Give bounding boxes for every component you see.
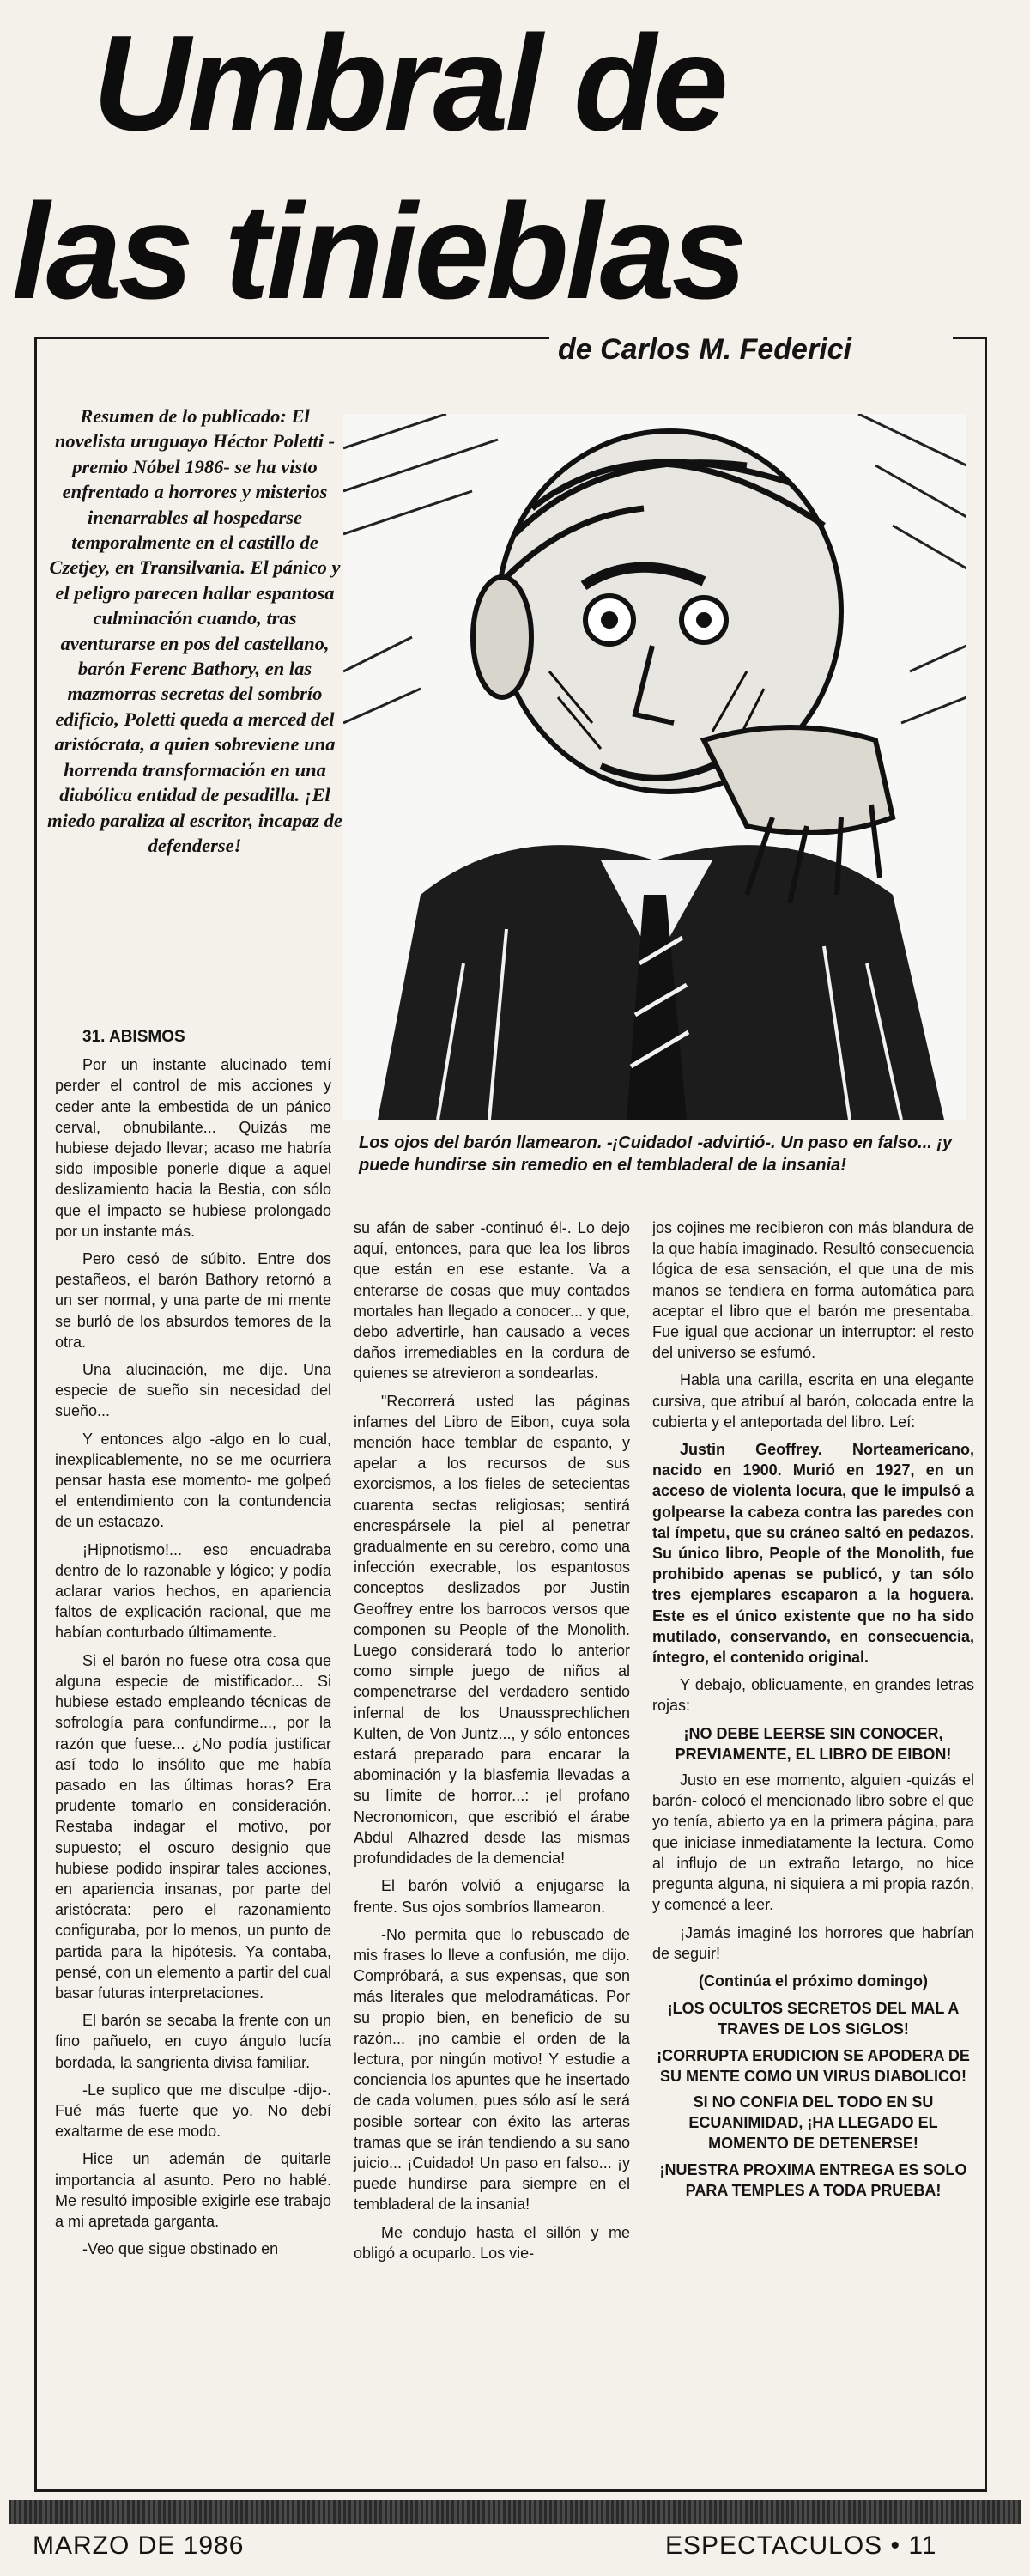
- illustration: [343, 414, 966, 1120]
- paragraph: ¡Hipnotismo!... eso encuadraba dentro de lo razonable y lógico; y podía aclarar varios hechos, en apariencia faltos de explicación racional, que me habían conturbado últimamente.: [55, 1540, 331, 1642]
- warning-text: ¡NO DEBE LEERSE SIN CONOCER, PREVIAMENTE, EL LIBRO DE EIBON!: [675, 1724, 952, 1763]
- column-3: [652, 1218, 974, 2206]
- paragraph: Me condujo hasta el sillón y me obligó a ocuparlo. Los vie-: [354, 2223, 630, 2262]
- paragraph: Por un instante alucinado temí perder el control de mis acciones y ceder ante la embestida de un pánico cerval, obnubilante... Quizás me hubiese dejado llevar; acaso me habría sido imposible ponerle dique a aquel deslizamiento hacia la Bestia, con sólo que el impacto se hubiese prolongado por un instante más.: [55, 1056, 331, 1240]
- column-1: [55, 1027, 331, 2266]
- teaser-2: ¡CORRUPTA ERUDICION SE APODERA DE SU MENTE COMO UN VIRUS DIABOLICO!: [657, 2046, 970, 2085]
- baron-illustration-icon: [343, 414, 966, 1120]
- book-note: Justin Geoffrey. Norteamericano, nacido en 1900. Murió en 1927, en un acceso de violenta locura, que le impulsó a golpearse la cabeza contra las paredes con tal ímpetu, que su cráneo saltó en pedazos. Su único libro, People of the Monolith, fue prohibido apenas se publicó, y tan sólo tres ejemplares escaparon a la hoguera. Este es el único existente que no ha sido mutilado, conservando, en consecuencia, íntegro, el contenido original.: [652, 1441, 974, 1667]
- paragraph: Una alucinación, me dije. Una especie de sueño sin necesidad del sueño...: [55, 1361, 331, 1420]
- paragraph: Y entonces algo -algo en lo cual, inexplicablemente, no se me ocurriera pensar hasta ese momento- me golpeó el entendimiento con la contundencia de un estacazo.: [55, 1430, 331, 1531]
- paragraph: -Veo que sigue obstinado en: [82, 2240, 279, 2258]
- summary-text: Resumen de lo publicado: El novelista uruguayo Héctor Poletti -premio Nóbel 1986- se ha visto enfrentado a horrores y misterios inenarrables al hospedarse temporalmente en el castillo de Czetjey, en Transilvania. El pánico y el peligro parecen hallar espantosa culminación cuando, tras aventurarse en pos del castellano, barón Ferenc Bathory, en las mazmorras secretas del sombrío edificio, Poletti queda a merced del aristócrata, a quien sobreviene una horrenda transformación en una diabólica entidad de pesadilla. ¡El miedo paraliza al escritor, incapaz de defenderse!: [47, 405, 342, 856]
- paragraph: su afán de saber -continuó él-. Lo dejo aquí, entonces, para que lea los libros que están en ese estante. Va a enterarse de cosas que muy contados mortales han llegado a conocer... y que, debo advertirle, han causado a veces daños irremediables en la cordura de quienes se atrevieron a sondearlas.: [354, 1219, 630, 1382]
- paragraph: El barón se secaba la frente con un fino pañuelo, en cuyo ángulo lucía bordada, la sangrienta divisa familiar.: [55, 2012, 331, 2071]
- teaser-3: SI NO CONFIA DEL TODO EN SU ECUANIMIDAD, ¡HA LLEGADO EL MOMENTO DE DETENERSE!: [688, 2093, 938, 2153]
- paragraph: Hice un ademán de quitarle importancia al asunto. Pero no hablé. Me resultó imposible exigirle ese trabajo a mi apretada garganta.: [55, 2150, 331, 2230]
- paragraph: -No permita que lo rebuscado de mis frases lo lleve a confusión, me dijo. Compróbará, a sus expensas, que son más literales que melodramáticas. Por su propio bien, en beneficio de su razón... ¡no cambie el orden de la lectura, por ningún motivo! Y estudie a conciencia los apuntes que he insertado de cada volumen, pues sólo así le será posible sortear con éxito las arteras tramas que se irán tendiendo a su sano juicio... ¡Cuidado! Un paso en falso... ¡y puede hundirse para siempre en el tembladeral de la insania!: [354, 1925, 630, 2214]
- paragraph: jos cojines me recibieron con más blandura de la que había imaginado. Resultó consecuencia lógica de esa sensación, el que una de mis manos se tendiera en forma automática para aceptar el libro que el barón me presentaba. Fue igual que accionar un interruptor: el resto del universo se esfumó.: [652, 1219, 974, 1362]
- summary-box: [45, 404, 345, 858]
- paragraph: ¡Jamás imaginé los horrores que habrían de seguir!: [652, 1923, 974, 1962]
- teaser-4: ¡NUESTRA PROXIMA ENTREGA ES SOLO PARA TEMPLES A TODA PRUEBA!: [659, 2160, 967, 2199]
- paragraph: Pero cesó de súbito. Entre dos pestañeos, el barón Bathory retornó a un ser normal, y una parte de mi mente se burló de los absurdos temores de la otra.: [55, 1250, 331, 1351]
- paragraph: -Le suplico que me disculpe -dijo-. Fué más fuerte que yo. No debí exaltarme de ese modo.: [55, 2081, 331, 2141]
- paragraph: Habla una carilla, escrita en una elegante cursiva, que atribuí al barón, colocada entre la cubierta y el anteportada del libro. Leí:: [652, 1371, 974, 1431]
- headline-line-1: Umbral de: [93, 8, 725, 159]
- illustration-caption: Los ojos del barón llamearon. -¡Cuidado! -advirtió-. Un paso en falso... ¡y puede hundirse sin remedio en el tembladeral de la insania!: [359, 1133, 953, 1175]
- byline: de Carlos M. Federici: [558, 333, 851, 366]
- teaser-1: ¡LOS OCULTOS SECRETOS DEL MAL A TRAVES DE LOS SIGLOS!: [667, 2000, 960, 2038]
- paragraph: Y debajo, oblicuamente, en grandes letras rojas:: [652, 1676, 974, 1715]
- paragraph: El barón volvió a enjugarse la frente. Sus ojos sombríos llamearon.: [354, 1877, 630, 1916]
- footer-date: MARZO DE 1986: [33, 2531, 245, 2560]
- bottom-rule: [9, 2500, 1021, 2524]
- paragraph: "Recorrerá usted las páginas infames del Libro de Eibon, cuya sola mención hace temblar de espanto, y apelar a los recursos de sus exorcismos, a los fieles de setecientas cuarenta sectas religiosas; sentirá encrespársele la piel al penetrar gradualmente en su cerebro, como una infección execrable, los espantosos conceptos deslizados por Justin Geoffrey entre los barrocos versos que componen su People of the Monolith. Luego considerará todo lo anterior como simple juego de niños al compenetrarse del verdadero sentido infernal de los Unaussprechlichen Kulten, de Von Juntz..., y sólo entonces estará preparado para encarar la abominación y la blasfemia llevadas a su límite de horror...: ¡el profano Necronomicon, que escribió el árabe Abdul Alhazred desde las mismas profundidades de la demencia!: [354, 1392, 630, 1868]
- paragraph: Si el barón no fuese otra cosa que alguna especie de mistificador... Si hubiese estado empleando técnicas de sofrología para confundirme..., por la razón que fuese... ¿No podía justificar así todo lo insólito que me había pasado en las últimas horas? Era prudente tomarlo en consideración. Restaba indagar el motivo, por supuesto; el oscuro designio que hubiese podido inspirar tales acciones, en apariencia insanas, por parte del aristócrata: pero el razonamiento configuraba, por lo menos, un punto de partida para la hipótesis. Ya contaba, pensé, con un elemento a partir del cual basar futuras interpretaciones.: [55, 1651, 331, 2002]
- headline-line-2: las tinieblas: [12, 176, 744, 327]
- footer-section: ESPECTACULOS • 11: [665, 2531, 937, 2560]
- continued-note: (Continúa el próximo domingo): [699, 1971, 928, 1990]
- chapter-heading: 31. ABISMOS: [82, 1028, 185, 1046]
- paragraph: Justo en ese momento, alguien -quizás el barón- colocó el mencionado libro sobre el que yo tenía, abierto ya en la primera página, para que iniciase inmediatamente la lectura. Como al influjo de un extraño letargo, no hice pregunta alguna, ni siquiera a mi propia razón, y comencé a leer.: [652, 1771, 974, 1914]
- column-2: [354, 1218, 630, 2270]
